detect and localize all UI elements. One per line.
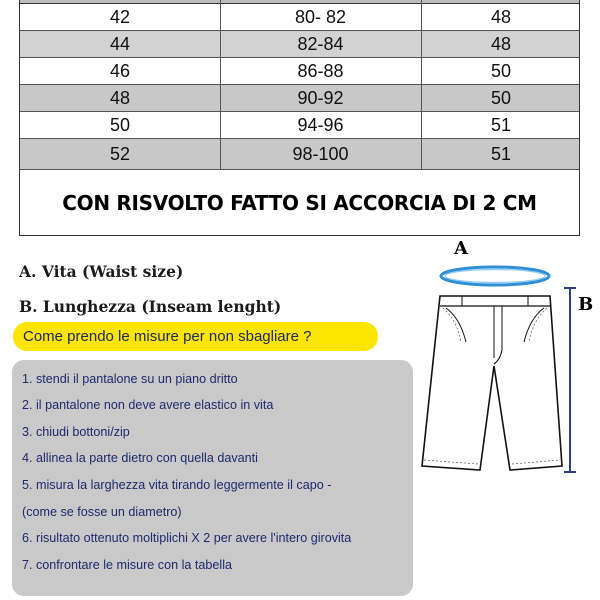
instruction-step: (come se fosse un diametro) — [22, 505, 182, 519]
column-divider — [220, 0, 221, 169]
legend-inseam: B. Lunghezza (Inseam lenght) — [19, 297, 282, 316]
label-a: A — [454, 238, 468, 259]
table-cell: 50 — [490, 61, 512, 81]
label-b: B — [578, 294, 594, 315]
table-cell: 48 — [490, 7, 512, 27]
table-cell: 80- 82 — [294, 7, 347, 27]
table-cell: 51 — [490, 115, 512, 135]
instruction-step: 2. il pantalone non deve avere elastico in vita — [22, 398, 274, 412]
legend-waist: A. Vita (Waist size) — [19, 262, 184, 281]
table-cell: 86-88 — [297, 61, 344, 81]
table-cell: 48 — [109, 88, 131, 108]
instruction-step: 6. risultato ottenuto moltiplichi X 2 per avere l'intero girovita — [22, 531, 352, 545]
table-row — [20, 85, 579, 112]
table-cell: 48 — [490, 34, 512, 54]
table-cell: 44 — [109, 34, 131, 54]
instruction-step: 5. misura la larghezza vita tirando leggermente il capo - — [22, 478, 332, 492]
shorts-diagram — [410, 238, 600, 498]
table-cell: 42 — [109, 7, 131, 27]
table-cell: 94-96 — [297, 115, 344, 135]
table-cell: 82-84 — [297, 34, 344, 54]
table-cell: 98-100 — [292, 144, 349, 164]
table-cell: 46 — [109, 61, 131, 81]
table-row — [20, 4, 579, 31]
instruction-step: 7. confrontare le misure con la tabella — [22, 558, 233, 572]
table-row — [20, 58, 579, 85]
table-row — [20, 139, 579, 170]
table-cell: 52 — [109, 144, 131, 164]
instruction-step: 4. allinea la parte dietro con quella davanti — [22, 451, 258, 465]
size-table — [19, 0, 580, 236]
instruction-step: 3. chiudi bottoni/zip — [22, 425, 130, 439]
instruction-step: 1. stendi il pantalone su un piano dritto — [22, 372, 238, 386]
instructions-panel — [12, 360, 413, 596]
table-cell: 51 — [490, 144, 512, 164]
how-to-measure-banner: Come prendo le misure per non sbagliare ? — [13, 322, 378, 351]
table-row — [20, 31, 579, 58]
shorts-outline — [422, 296, 562, 470]
waist-measure-ring-inner — [445, 270, 545, 283]
column-divider — [421, 0, 422, 169]
shorts-drawing — [410, 238, 600, 498]
table-cell: 50 — [490, 88, 512, 108]
table-row — [20, 112, 579, 139]
table-cell: 90-92 — [297, 88, 344, 108]
table-cell: 50 — [109, 115, 131, 135]
hem-note: CON RISVOLTO FATTO SI ACCORCIA DI 2 CM — [62, 191, 537, 215]
